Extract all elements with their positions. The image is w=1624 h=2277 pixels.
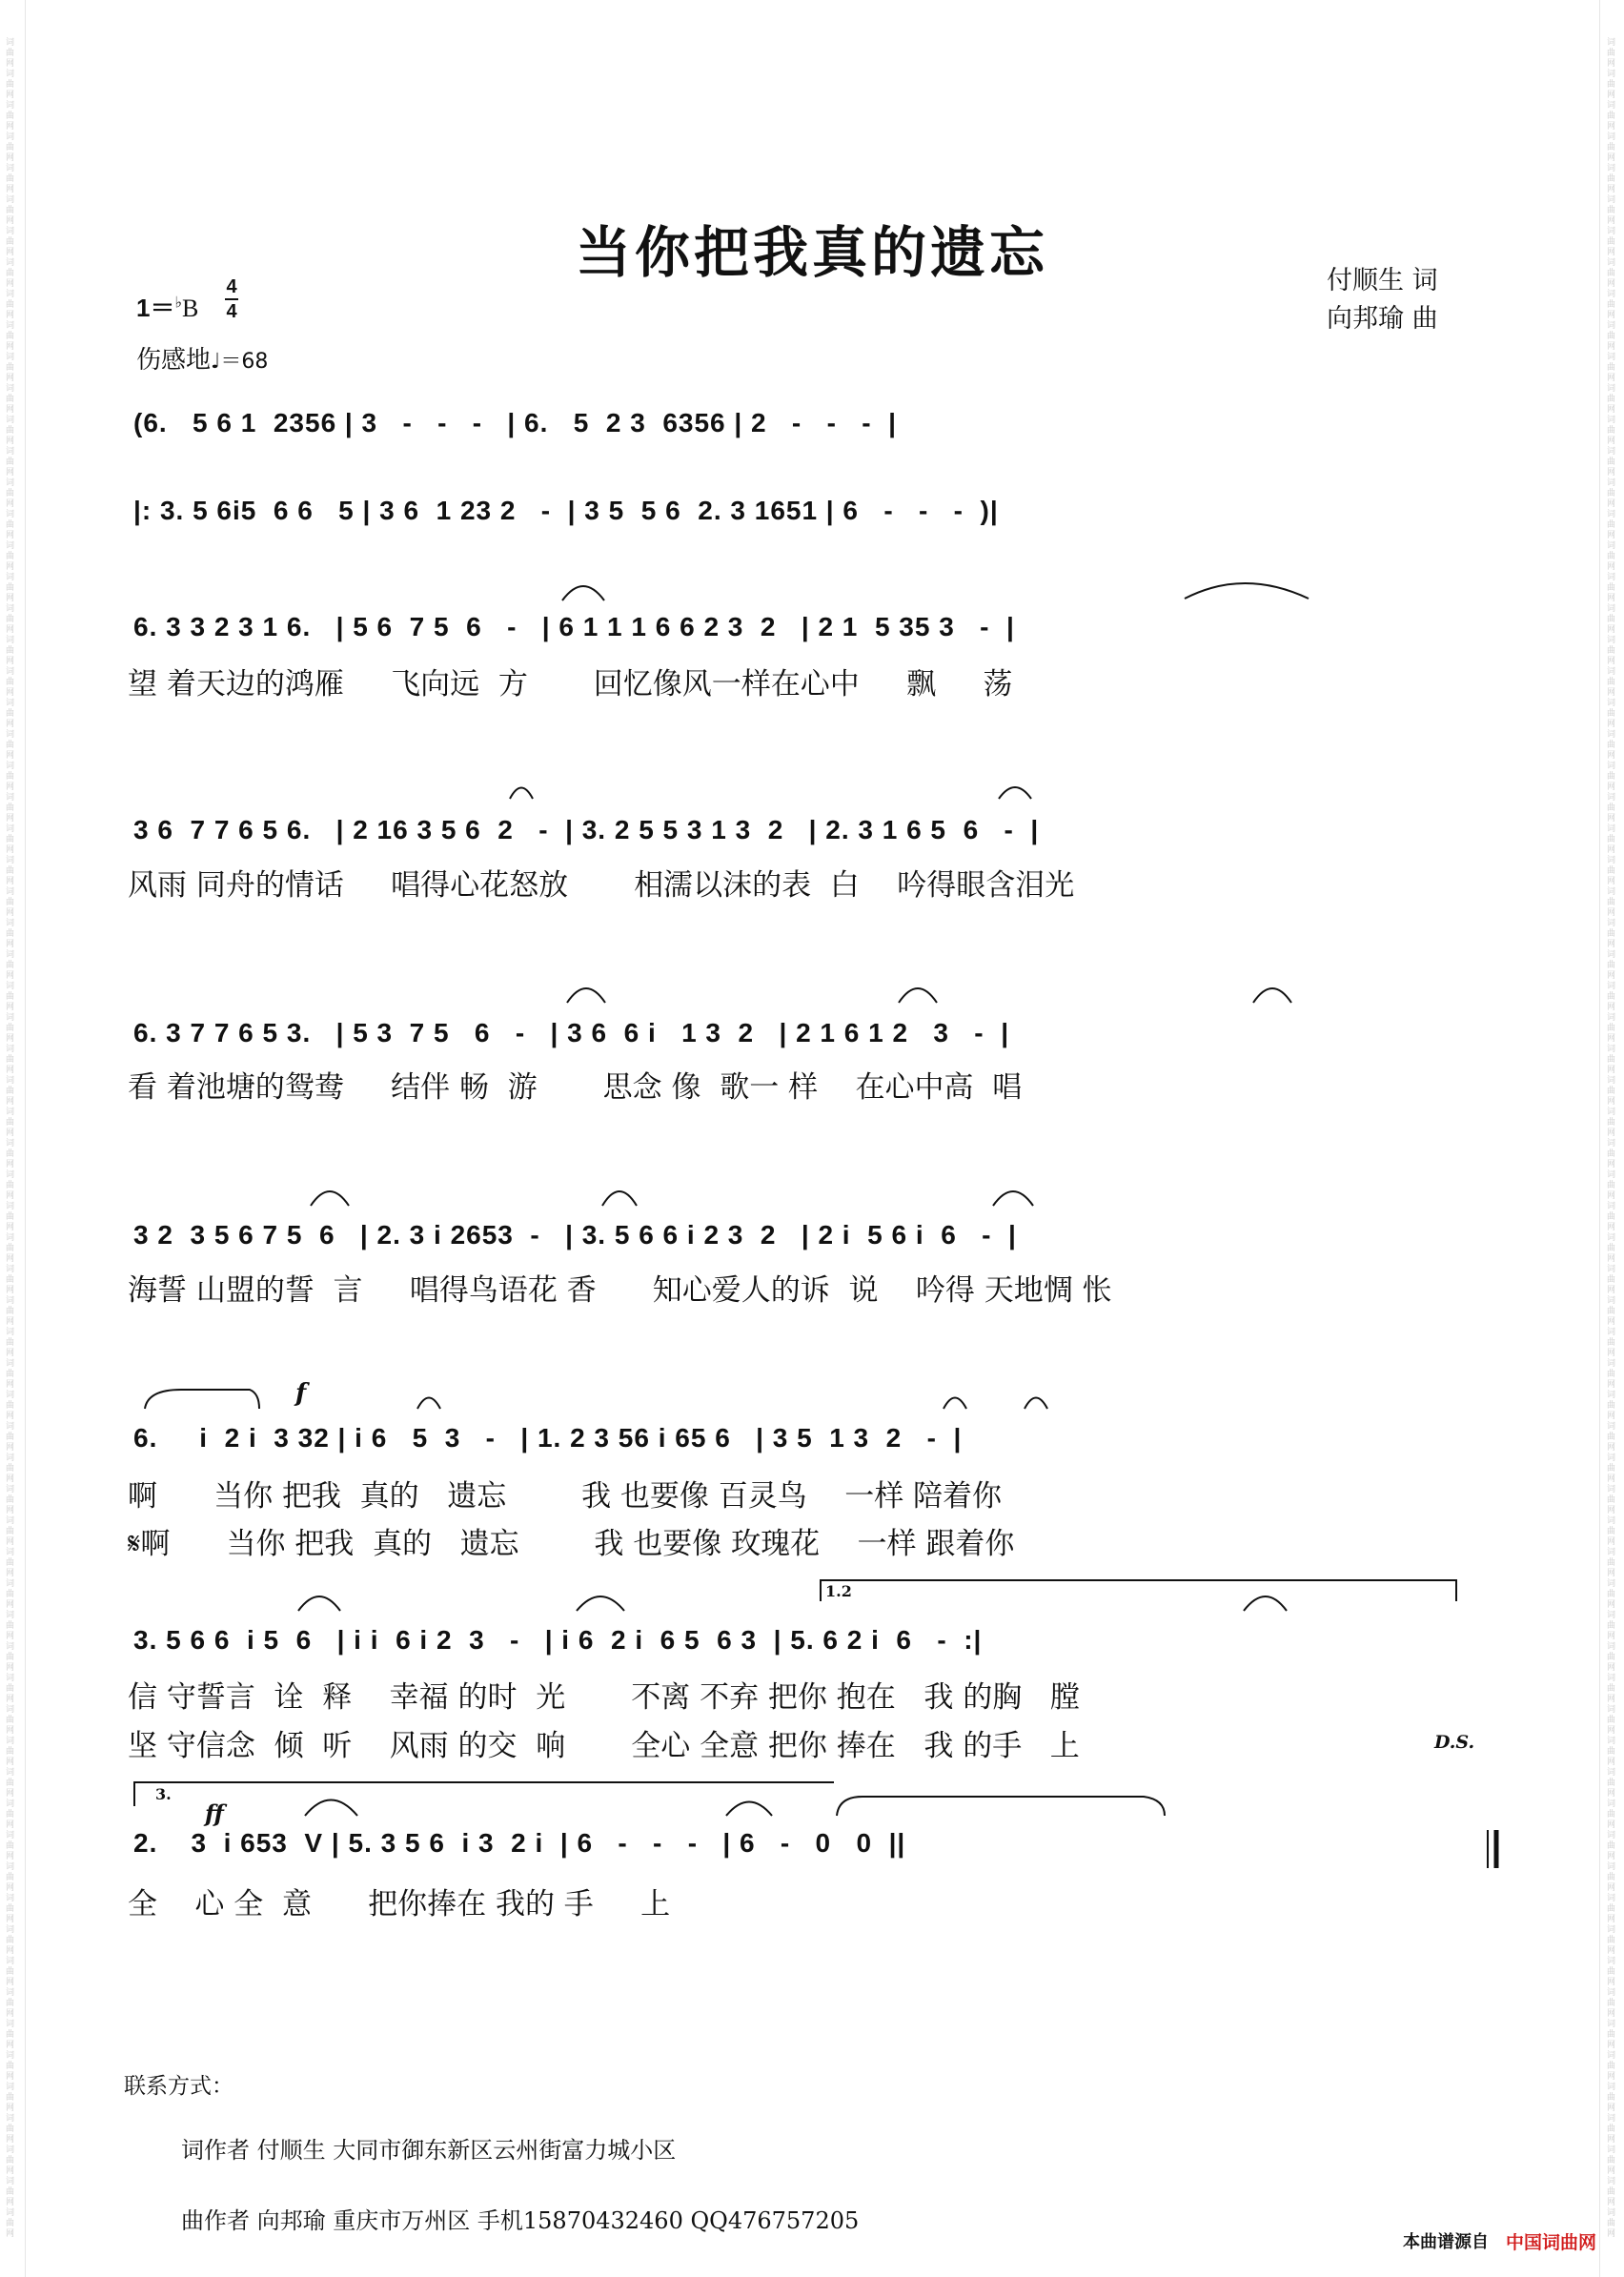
slur-line-4b bbox=[602, 1191, 637, 1206]
slur-line-6 bbox=[298, 1596, 340, 1611]
slur-line-5c bbox=[944, 1398, 966, 1410]
tempo-marking: 伤感地♩＝68 bbox=[136, 346, 269, 375]
slur-line-7c bbox=[837, 1797, 1165, 1816]
slur-line-3b bbox=[899, 988, 937, 1003]
slur-line-3 bbox=[567, 988, 605, 1003]
composer-credit: 向邦瑜 曲 bbox=[1327, 304, 1438, 334]
slur-line-4c bbox=[993, 1191, 1033, 1206]
contact-lyricist: 词作者 付顺生 大同市御东新区云州街富力城小区 bbox=[181, 2137, 677, 2164]
intro-line-2: |: 3. 5 6i5 6 6 5 | 3 6 1 23 2 - | 3 5 5 6 2. 3 1651 | 6 - - - )| bbox=[133, 496, 999, 525]
slur-line-7 bbox=[305, 1800, 357, 1817]
slur-line-6b bbox=[577, 1596, 624, 1611]
slur-line-5b bbox=[417, 1398, 440, 1410]
slur-line-4 bbox=[311, 1191, 349, 1206]
contact-composer: 曲作者 向邦瑜 重庆市万州区 手机15870432460 QQ476757205 bbox=[181, 2207, 860, 2234]
volta-3-bracket bbox=[134, 1782, 834, 1806]
ds-marking: D.S. bbox=[1434, 1732, 1475, 1753]
slur-line-5d bbox=[1025, 1398, 1047, 1410]
lyricist-credit: 付顺生 词 bbox=[1327, 266, 1438, 295]
slur-line-7b bbox=[726, 1802, 772, 1817]
song-title: 当你把我真的遗忘 bbox=[575, 220, 1048, 285]
notes-line-7: 2. 3 i 653 V | 5. 3 5 6 i 3 2 i | 6 - - - | 6 - 0 0 || bbox=[133, 1828, 906, 1858]
volta-1-2-label: 1.2 bbox=[825, 1582, 852, 1600]
lyric-line-6b: 坚 守信念 倾 听 风雨 的交 响 全心 全意 把你 捧在 我 的手 上 bbox=[128, 1729, 1080, 1763]
dynamic-f: f bbox=[295, 1379, 307, 1408]
footer-source: 本曲谱源自 bbox=[1403, 2232, 1489, 2252]
slur-line-2 bbox=[510, 788, 533, 800]
lyric-line-2: 风雨 同舟的情话 唱得心花怒放 相濡以沫的表 白 吟得眼含泪光 bbox=[128, 868, 1075, 903]
key-signature: 1＝♭B bbox=[136, 294, 199, 322]
slur-line-5 bbox=[145, 1390, 259, 1409]
notes-line-1: 6. 3 3 2 3 1 6. | 5 6 7 5 6 - | 6 1 1 1 6 6 2 3 2 | 2 1 5 35 3 - | bbox=[133, 612, 1015, 641]
slur-line-1b bbox=[1185, 583, 1309, 599]
slur-line-3c bbox=[1253, 988, 1291, 1003]
slur-line-2b bbox=[999, 787, 1031, 799]
lyric-line-7: 全 心 全 意 把你捧在 我的 手 上 bbox=[128, 1887, 671, 1921]
notes-line-3: 6. 3 7 7 6 5 3. | 5 3 7 5 6 - | 3 6 6 i 1 3 2 | 2 1 6 1 2 3 - | bbox=[133, 1018, 1010, 1047]
lyric-line-5a: 啊 当你 把我 真的 遗忘 我 也要像 百灵鸟 一样 陪着你 bbox=[128, 1479, 1003, 1514]
watermark-strip-right: 词曲网词曲网词曲网词曲网词曲网词曲网词曲网词曲网词曲网词曲网词曲网词曲网词曲网词曲网词曲网词曲网词曲网词曲网词曲网词曲网词曲网词曲网词曲网词曲网词曲网词曲网词曲网词曲网词曲网词曲网词曲网词曲网词曲网词曲网词曲网词曲网词曲网词曲网词曲网词曲网词曲网词曲网词曲网词曲网词曲网词曲网词曲网词曲网词曲网词曲网词曲网词曲网词曲网词曲网词曲网词曲网词曲网词曲网词曲网词曲网词曲网词曲网词曲网词曲网词曲网词曲网词曲网词曲网词曲网词曲网 bbox=[1607, 38, 1616, 2239]
notes-line-4: 3 2 3 5 6 7 5 6 | 2. 3 i 2653 - | 3. 5 6 6 i 2 3 2 | 2 i 5 6 i 6 - | bbox=[133, 1220, 1017, 1250]
notes-line-2: 3 6 7 7 6 5 6. | 2 16 3 5 6 2 - | 3. 2 5 5 3 1 3 2 | 2. 3 1 6 5 6 - | bbox=[133, 815, 1040, 844]
lyric-line-1: 望 着天边的鸿雁 飞向远 方 回忆像风一样在心中 飘 荡 bbox=[128, 667, 1013, 701]
lyric-line-4: 海誓 山盟的誓 言 唱得鸟语花 香 知心爱人的诉 说 吟得 天地惆 怅 bbox=[128, 1273, 1112, 1308]
dynamic-ff: ff bbox=[205, 1799, 224, 1827]
intro-line-1: (6. 5 6 1 2356 | 3 - - - | 6. 5 2 3 6356 | 2 - - - | bbox=[133, 408, 897, 437]
lyric-line-5b: 𝄋啊 当你 把我 真的 遗忘 我 也要像 玫瑰花 一样 跟着你 bbox=[128, 1527, 1015, 1561]
lyric-line-6a: 信 守誓言 诠 释 幸福 的时 光 不离 不弃 把你 抱在 我 的胸 膛 bbox=[128, 1680, 1080, 1715]
contact-heading: 联系方式： bbox=[124, 2074, 233, 2099]
volta-1-2-bracket bbox=[821, 1580, 1456, 1601]
slur-line-6c bbox=[1244, 1596, 1287, 1611]
slur-line-1 bbox=[562, 586, 604, 600]
watermark-strip-left: 词曲网词曲网词曲网词曲网词曲网词曲网词曲网词曲网词曲网词曲网词曲网词曲网词曲网词曲网词曲网词曲网词曲网词曲网词曲网词曲网词曲网词曲网词曲网词曲网词曲网词曲网词曲网词曲网词曲网词曲网词曲网词曲网词曲网词曲网词曲网词曲网词曲网词曲网词曲网词曲网词曲网词曲网词曲网词曲网词曲网词曲网词曲网词曲网词曲网词曲网词曲网词曲网词曲网词曲网词曲网词曲网词曲网词曲网词曲网词曲网词曲网词曲网词曲网词曲网词曲网词曲网词曲网词曲网词曲网词曲网 bbox=[6, 38, 15, 2239]
notes-line-6: 3. 5 6 6 i 5 6 | i i 6 i 2 3 - | i 6 2 i 6 5 6 3 | 5. 6 2 i 6 - :| bbox=[133, 1625, 983, 1655]
lyric-line-3: 看 着池塘的鸳鸯 结伴 畅 游 思念 像 歌一 样 在心中高 唱 bbox=[128, 1070, 1023, 1105]
time-signature: 4 4 bbox=[226, 276, 237, 322]
notes-line-5: 6. i 2 i 3 32 | i 6 5 3 - | 1. 2 3 56 i 65 6 | 3 5 1 3 2 - | bbox=[133, 1423, 963, 1453]
volta-3-label: 3. bbox=[155, 1785, 172, 1803]
footer-site-link[interactable]: 中国词曲网 bbox=[1506, 2232, 1597, 2253]
